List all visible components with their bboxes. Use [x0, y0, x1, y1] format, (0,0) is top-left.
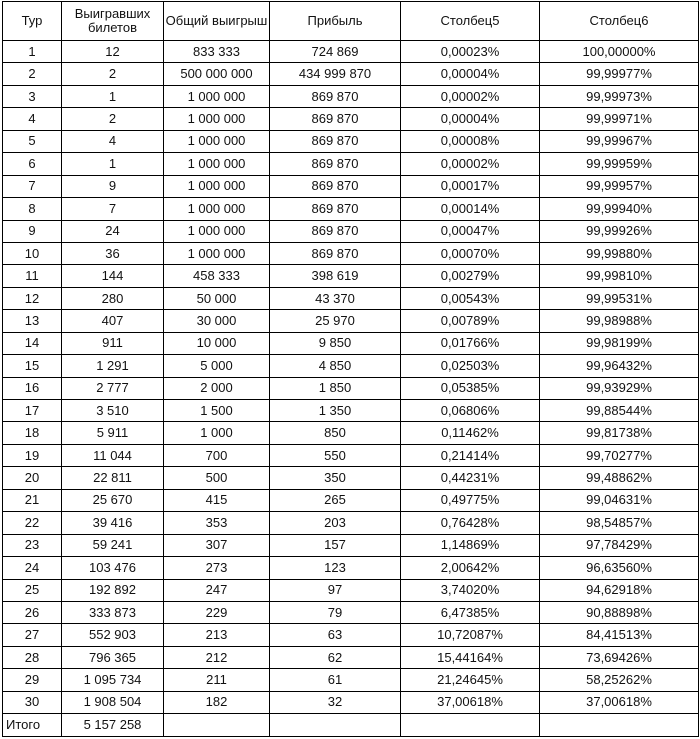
- table-cell: 9 850: [270, 332, 401, 354]
- table-cell: 0,00008%: [401, 130, 540, 152]
- table-cell: 99,99957%: [540, 175, 699, 197]
- table-cell: 869 870: [270, 85, 401, 107]
- table-cell: 99,99971%: [540, 108, 699, 130]
- table-cell: 307: [164, 534, 270, 556]
- table-cell: 7: [62, 198, 164, 220]
- table-cell: 1: [62, 153, 164, 175]
- table-cell: 0,00017%: [401, 175, 540, 197]
- table-cell: 333 873: [62, 601, 164, 623]
- table-cell: 99,99880%: [540, 242, 699, 264]
- table-cell: 1 000 000: [164, 108, 270, 130]
- table-cell: 0,00002%: [401, 153, 540, 175]
- table-cell: 0,44231%: [401, 467, 540, 489]
- table-cell: 2 000: [164, 377, 270, 399]
- table-cell: 0,21414%: [401, 444, 540, 466]
- table-cell: 700: [164, 444, 270, 466]
- table-cell: 94,62918%: [540, 579, 699, 601]
- table-cell: 11 044: [62, 444, 164, 466]
- table-cell: 28: [3, 646, 62, 668]
- table-cell: 0,00070%: [401, 242, 540, 264]
- table-cell: 1 291: [62, 355, 164, 377]
- table-cell: 0,11462%: [401, 422, 540, 444]
- table-cell: 869 870: [270, 198, 401, 220]
- table-cell: 0,06806%: [401, 400, 540, 422]
- table-cell: 1 000: [164, 422, 270, 444]
- table-row: [3, 310, 699, 332]
- table-cell: 25 670: [62, 489, 164, 511]
- table-cell: [270, 714, 401, 736]
- table-cell: 21,24645%: [401, 669, 540, 691]
- table-cell: 26: [3, 601, 62, 623]
- table-row: [3, 377, 699, 399]
- table-cell: 869 870: [270, 130, 401, 152]
- table-cell: 229: [164, 601, 270, 623]
- table-row: [3, 265, 699, 287]
- table-cell: 5 911: [62, 422, 164, 444]
- table-cell: 157: [270, 534, 401, 556]
- table-cell: 13: [3, 310, 62, 332]
- table-cell: 97: [270, 579, 401, 601]
- table-cell: 58,25262%: [540, 669, 699, 691]
- table-cell: 123: [270, 557, 401, 579]
- table-row: [3, 400, 699, 422]
- table-row: [3, 85, 699, 107]
- table-row: [3, 624, 699, 646]
- table-cell: 869 870: [270, 220, 401, 242]
- table-cell: 550: [270, 444, 401, 466]
- table-cell: 1: [3, 41, 62, 63]
- table-row: [3, 130, 699, 152]
- table-row: [3, 512, 699, 534]
- table-cell: 61: [270, 669, 401, 691]
- table-cell: 103 476: [62, 557, 164, 579]
- table-row: [3, 691, 699, 713]
- table-cell: 869 870: [270, 153, 401, 175]
- table-row: [3, 220, 699, 242]
- table-cell: 12: [3, 287, 62, 309]
- table-cell: 20: [3, 467, 62, 489]
- table-cell: 0,05385%: [401, 377, 540, 399]
- table-cell: 1 000 000: [164, 220, 270, 242]
- table-cell: 182: [164, 691, 270, 713]
- table-cell: 23: [3, 534, 62, 556]
- table-cell: 1 000 000: [164, 130, 270, 152]
- table-body: [3, 41, 699, 737]
- table-cell: 1 000 000: [164, 85, 270, 107]
- table-cell: 59 241: [62, 534, 164, 556]
- table-cell: 4 850: [270, 355, 401, 377]
- table-cell: 353: [164, 512, 270, 534]
- table-cell: 30: [3, 691, 62, 713]
- table-cell: 0,00279%: [401, 265, 540, 287]
- table-cell: 1 000 000: [164, 153, 270, 175]
- table-cell: 16: [3, 377, 62, 399]
- table-cell: 1 000 000: [164, 198, 270, 220]
- table-cell: 50 000: [164, 287, 270, 309]
- table-cell: 144: [62, 265, 164, 287]
- table-cell: 43 370: [270, 287, 401, 309]
- table-cell: 24: [62, 220, 164, 242]
- table-cell: 1 500: [164, 400, 270, 422]
- header-cell: Столбец6: [540, 2, 699, 41]
- table-row: [3, 355, 699, 377]
- table-cell: Итого: [3, 714, 62, 736]
- table-cell: 99,99973%: [540, 85, 699, 107]
- table-cell: 99,98988%: [540, 310, 699, 332]
- header-cell: Выигравших билетов: [62, 2, 164, 41]
- table-cell: 3 510: [62, 400, 164, 422]
- table-cell: 0,00023%: [401, 41, 540, 63]
- table-cell: 37,00618%: [401, 691, 540, 713]
- table-cell: 37,00618%: [540, 691, 699, 713]
- table-row: [3, 287, 699, 309]
- table-row: [3, 489, 699, 511]
- table-cell: 96,63560%: [540, 557, 699, 579]
- table-cell: 79: [270, 601, 401, 623]
- table-cell: 212: [164, 646, 270, 668]
- table-cell: 5 157 258: [62, 714, 164, 736]
- table-row: [3, 242, 699, 264]
- table-cell: 99,96432%: [540, 355, 699, 377]
- table-cell: 1 095 734: [62, 669, 164, 691]
- table-cell: 9: [62, 175, 164, 197]
- table-cell: 10: [3, 242, 62, 264]
- table-row: [3, 153, 699, 175]
- table-row: [3, 332, 699, 354]
- table-cell: 99,99810%: [540, 265, 699, 287]
- table-cell: 6: [3, 153, 62, 175]
- table-cell: 4: [62, 130, 164, 152]
- table-cell: 2: [62, 63, 164, 85]
- table-row: [3, 108, 699, 130]
- table-cell: 0,49775%: [401, 489, 540, 511]
- table-cell: 90,88898%: [540, 601, 699, 623]
- table-cell: 99,88544%: [540, 400, 699, 422]
- table-cell: 273: [164, 557, 270, 579]
- table-cell: 398 619: [270, 265, 401, 287]
- table-cell: 203: [270, 512, 401, 534]
- table-cell: 11: [3, 265, 62, 287]
- table-cell: 25 970: [270, 310, 401, 332]
- table-cell: 99,99977%: [540, 63, 699, 85]
- table-row: [3, 557, 699, 579]
- table-cell: 500: [164, 467, 270, 489]
- table-row: [3, 198, 699, 220]
- table-cell: 99,70277%: [540, 444, 699, 466]
- table-cell: 99,99940%: [540, 198, 699, 220]
- table-cell: 211: [164, 669, 270, 691]
- table-cell: 415: [164, 489, 270, 511]
- table-cell: 5 000: [164, 355, 270, 377]
- header-row: [3, 2, 699, 41]
- table-cell: 99,48862%: [540, 467, 699, 489]
- table-cell: 3: [3, 85, 62, 107]
- table-cell: 3,74020%: [401, 579, 540, 601]
- table-row: [3, 714, 699, 736]
- table-row: [3, 646, 699, 668]
- lottery-table: [2, 1, 699, 737]
- table-cell: 350: [270, 467, 401, 489]
- table-cell: 2: [62, 108, 164, 130]
- table-cell: 100,00000%: [540, 41, 699, 63]
- table-cell: 0,00789%: [401, 310, 540, 332]
- header-cell: Столбец5: [401, 2, 540, 41]
- table-cell: 27: [3, 624, 62, 646]
- table-cell: 1: [62, 85, 164, 107]
- table-cell: 1,14869%: [401, 534, 540, 556]
- table-cell: 0,00543%: [401, 287, 540, 309]
- table-cell: 0,00047%: [401, 220, 540, 242]
- table-cell: 30 000: [164, 310, 270, 332]
- table-cell: 12: [62, 41, 164, 63]
- table-cell: 99,99967%: [540, 130, 699, 152]
- table-cell: 99,93929%: [540, 377, 699, 399]
- table-cell: 2: [3, 63, 62, 85]
- table-cell: 63: [270, 624, 401, 646]
- table-cell: 869 870: [270, 242, 401, 264]
- table-cell: 97,78429%: [540, 534, 699, 556]
- table-cell: 192 892: [62, 579, 164, 601]
- table-row: [3, 601, 699, 623]
- table-cell: 247: [164, 579, 270, 601]
- table-row: [3, 669, 699, 691]
- table-cell: 8: [3, 198, 62, 220]
- table-cell: 99,99926%: [540, 220, 699, 242]
- table-cell: 99,99531%: [540, 287, 699, 309]
- table-cell: 9: [3, 220, 62, 242]
- table-cell: 15,44164%: [401, 646, 540, 668]
- table-cell: [164, 714, 270, 736]
- table-cell: 99,98199%: [540, 332, 699, 354]
- table-cell: 0,76428%: [401, 512, 540, 534]
- table-cell: 1 000 000: [164, 175, 270, 197]
- table-cell: 19: [3, 444, 62, 466]
- table-cell: 0,00004%: [401, 108, 540, 130]
- table-row: [3, 467, 699, 489]
- table-cell: 500 000 000: [164, 63, 270, 85]
- table-cell: 15: [3, 355, 62, 377]
- table-cell: 22: [3, 512, 62, 534]
- table-cell: 911: [62, 332, 164, 354]
- table-cell: 73,69426%: [540, 646, 699, 668]
- table-cell: 2 777: [62, 377, 164, 399]
- table-row: [3, 579, 699, 601]
- table-cell: 458 333: [164, 265, 270, 287]
- table-cell: 850: [270, 422, 401, 444]
- table-cell: 552 903: [62, 624, 164, 646]
- table-row: [3, 422, 699, 444]
- table-cell: [401, 714, 540, 736]
- table-cell: 0,01766%: [401, 332, 540, 354]
- table-row: [3, 63, 699, 85]
- header-cell: Прибыль: [270, 2, 401, 41]
- table-cell: 14: [3, 332, 62, 354]
- table-cell: 0,02503%: [401, 355, 540, 377]
- table-cell: 213: [164, 624, 270, 646]
- table-cell: 833 333: [164, 41, 270, 63]
- table-cell: 10 000: [164, 332, 270, 354]
- table-cell: 39 416: [62, 512, 164, 534]
- table-cell: 21: [3, 489, 62, 511]
- table-cell: 434 999 870: [270, 63, 401, 85]
- table-cell: 98,54857%: [540, 512, 699, 534]
- table-cell: 36: [62, 242, 164, 264]
- table-cell: 29: [3, 669, 62, 691]
- table-cell: 25: [3, 579, 62, 601]
- table-cell: 4: [3, 108, 62, 130]
- table-cell: 18: [3, 422, 62, 444]
- table-cell: 0,00014%: [401, 198, 540, 220]
- table-cell: 869 870: [270, 175, 401, 197]
- table-cell: 0,00004%: [401, 63, 540, 85]
- table-cell: 1 350: [270, 400, 401, 422]
- table-cell: 1 850: [270, 377, 401, 399]
- table-cell: 22 811: [62, 467, 164, 489]
- table-row: [3, 41, 699, 63]
- table-cell: 1 000 000: [164, 242, 270, 264]
- table-cell: 62: [270, 646, 401, 668]
- table-cell: 407: [62, 310, 164, 332]
- table-cell: 99,81738%: [540, 422, 699, 444]
- table-cell: 2,00642%: [401, 557, 540, 579]
- table-cell: 5: [3, 130, 62, 152]
- table-cell: 1 908 504: [62, 691, 164, 713]
- table-cell: 99,99959%: [540, 153, 699, 175]
- table-cell: 724 869: [270, 41, 401, 63]
- table-cell: 796 365: [62, 646, 164, 668]
- table-cell: 24: [3, 557, 62, 579]
- table-row: [3, 175, 699, 197]
- table-cell: 99,04631%: [540, 489, 699, 511]
- table-cell: 869 870: [270, 108, 401, 130]
- table-cell: 32: [270, 691, 401, 713]
- table-cell: 6,47385%: [401, 601, 540, 623]
- header-cell: Тур: [3, 2, 62, 41]
- table-cell: 17: [3, 400, 62, 422]
- table-row: [3, 444, 699, 466]
- table-cell: 280: [62, 287, 164, 309]
- header-cell: Общий выигрыш: [164, 2, 270, 41]
- table-cell: 7: [3, 175, 62, 197]
- table-cell: 84,41513%: [540, 624, 699, 646]
- table-cell: [540, 714, 699, 736]
- table-cell: 265: [270, 489, 401, 511]
- table-row: [3, 534, 699, 556]
- table-cell: 0,00002%: [401, 85, 540, 107]
- table-cell: 10,72087%: [401, 624, 540, 646]
